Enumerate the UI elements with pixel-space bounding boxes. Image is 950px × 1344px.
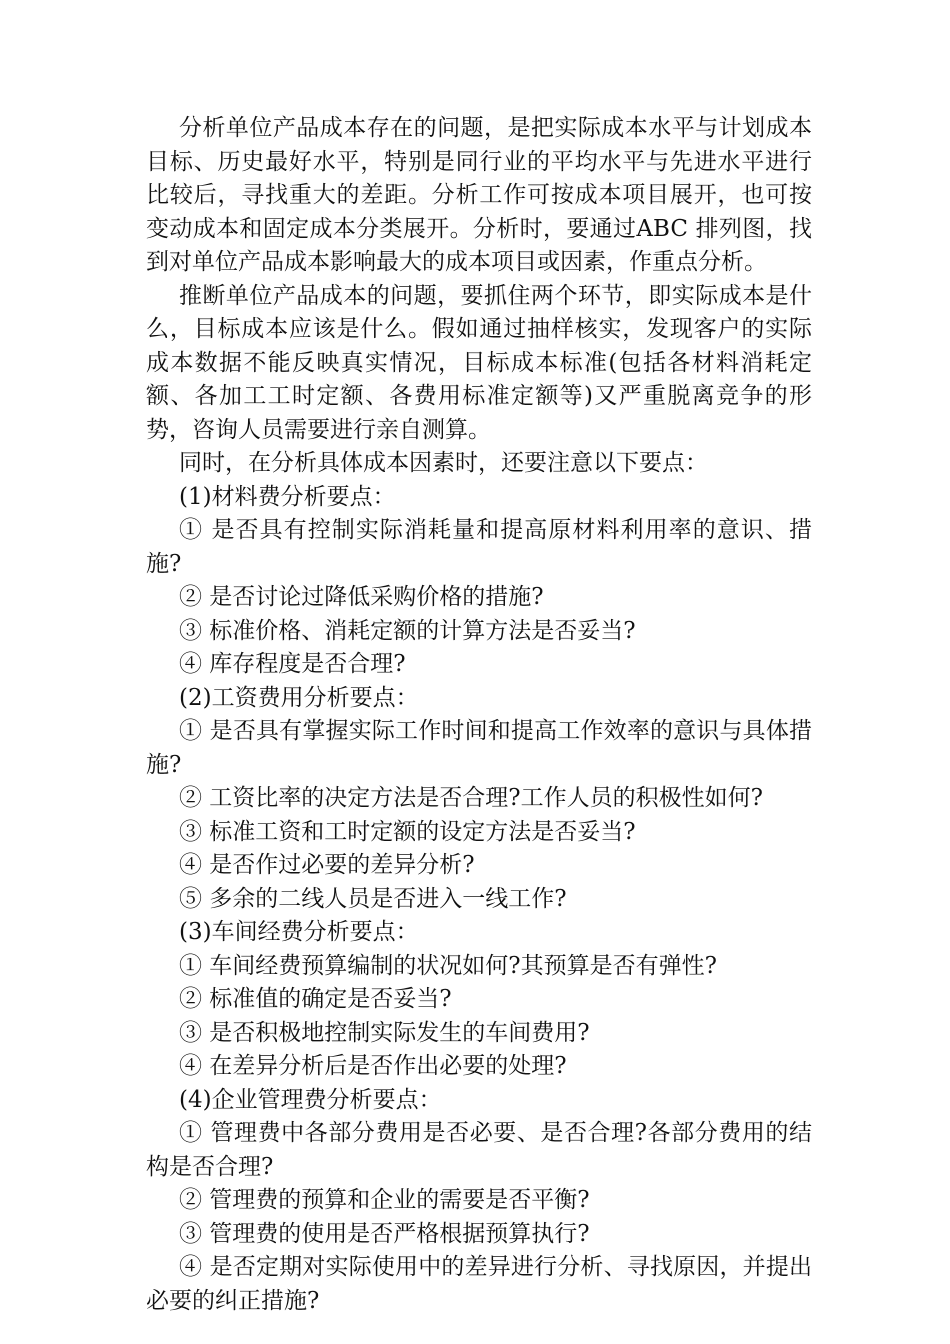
paragraph-intro-analysis: 分析单位产品成本存在的问题，是把实际成本水平与计划成本目标、历史最好水平，特别是同行业的平均水平与先进水平进行比较后，寻找重大的差距。分析工作可按成本项目展开，也可按变动成本和固定成本分类展开。分析时，要通过ABC 排列图，找到对单位产品成本影响最大的成本项目或因素，作重点分析。 bbox=[146, 115, 812, 275]
list-item: ③ 管理费的使用是否严格根据预算执行? bbox=[179, 1220, 590, 1247]
list-item: ① 管理费中各部分费用是否必要、是否合理?各部分费用的结构是否合理? bbox=[146, 1120, 812, 1180]
list-item: ② 管理费的预算和企业的需要是否平衡? bbox=[179, 1187, 590, 1213]
list-item: ① 是否具有掌握实际工作时间和提高工作效率的意识与具体措施? bbox=[146, 718, 812, 778]
list-item: ④ 是否作过必要的差异分析? bbox=[179, 852, 475, 878]
list-item: ② 工资比率的决定方法是否合理?工作人员的积极性如何? bbox=[179, 785, 763, 811]
list-item: ① 车间经费预算编制的状况如何?其预算是否有弹性? bbox=[179, 952, 717, 979]
heading-workshop-cost: (3)车间经费分析要点： bbox=[179, 919, 419, 945]
list-item: ① 是否具有控制实际消耗量和提高原材料利用率的意识、措施? bbox=[146, 517, 812, 577]
list-item: ③ 标准价格、消耗定额的计算方法是否妥当? bbox=[179, 617, 636, 644]
list-item: ② 标准值的确定是否妥当? bbox=[179, 986, 452, 1012]
document-body bbox=[146, 112, 812, 1318]
paragraph-key-points-lead: 同时，在分析具体成本因素时，还要注意以下要点： bbox=[179, 450, 708, 476]
heading-wage-cost: (2)工资费用分析要点： bbox=[179, 684, 419, 711]
list-item: ② 是否讨论过降低采购价格的措施? bbox=[179, 584, 544, 610]
list-item: ③ 标准工资和工时定额的设定方法是否妥当? bbox=[179, 818, 636, 845]
list-item: ⑤ 多余的二线人员是否进入一线工作? bbox=[179, 885, 567, 912]
paragraph-two-links: 推断单位产品成本的问题，要抓住两个环节，即实际成本是什么，目标成本应该是什么。假如通过抽样核实，发现客户的实际成本数据不能反映真实情况，目标成本标准(包括各材料消耗定额、各加工工时定额、各费用标准定额等)又严重脱离竞争的形势，咨询人员需要进行亲自测算。 bbox=[146, 282, 812, 443]
list-item: ③ 是否积极地控制实际发生的车间费用? bbox=[179, 1019, 590, 1046]
list-item: ④ 是否定期对实际使用中的差异进行分析、寻找原因，并提出必要的纠正措施? bbox=[146, 1254, 812, 1314]
heading-material-cost: (1)材料费分析要点： bbox=[179, 483, 396, 510]
list-item: ④ 库存程度是否合理? bbox=[179, 651, 406, 677]
heading-management-cost: (4)企业管理费分析要点： bbox=[179, 1086, 442, 1113]
list-item: ④ 在差异分析后是否作出必要的处理? bbox=[179, 1053, 567, 1079]
